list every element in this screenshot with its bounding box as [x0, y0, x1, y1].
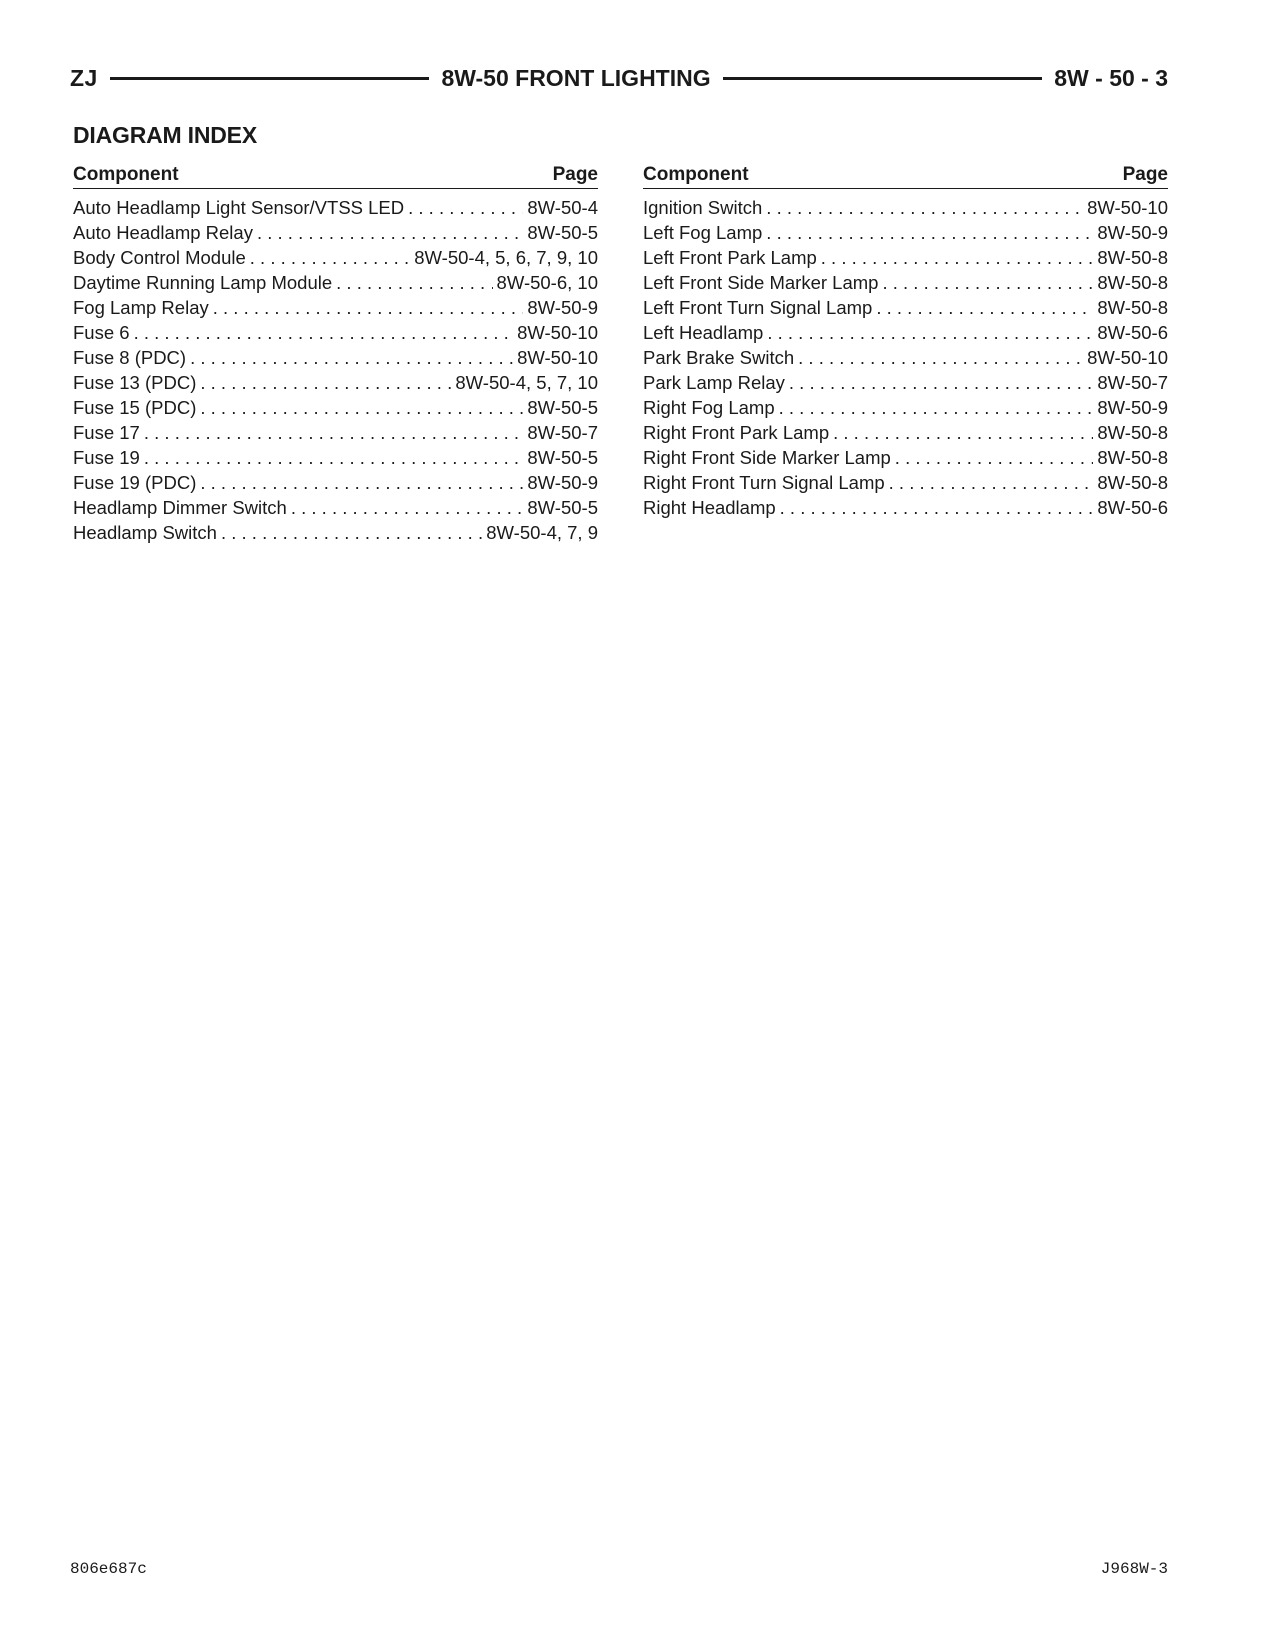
dot-leader [767, 322, 1093, 344]
section-title: DIAGRAM INDEX [73, 122, 257, 148]
dot-leader [833, 422, 1093, 444]
component-name: Fuse 6 [73, 322, 130, 343]
page-reference: 8W-50-4, 7, 9 [486, 522, 598, 543]
index-entry [73, 372, 598, 397]
dot-leader [250, 247, 410, 269]
index-entry [73, 247, 598, 272]
component-name: Left Front Side Marker Lamp [643, 272, 879, 293]
header-rule-right [723, 77, 1043, 80]
component-name: Left Front Park Lamp [643, 247, 817, 268]
index-entry [73, 522, 598, 547]
page-reference: 8W-50-9 [1097, 222, 1168, 243]
component-name: Body Control Module [73, 247, 246, 268]
page-reference: 8W-50-8 [1097, 422, 1168, 443]
index-entry [643, 397, 1168, 422]
component-name: Headlamp Switch [73, 522, 217, 543]
page-reference: 8W-50-5 [527, 397, 598, 418]
component-header: Component [643, 164, 749, 185]
component-name: Right Fog Lamp [643, 397, 775, 418]
page-reference: 8W-50-10 [1087, 347, 1168, 368]
page-reference: 8W-50-4 [527, 197, 598, 218]
index-entry [643, 272, 1168, 297]
footer-code: 806e687c [70, 1560, 147, 1578]
dot-leader [200, 472, 523, 494]
component-name: Fog Lamp Relay [73, 297, 209, 318]
index-entry [73, 447, 598, 472]
dot-leader [257, 222, 523, 244]
index-column-right [643, 160, 1168, 522]
page-reference: 8W-50-10 [517, 322, 598, 343]
index-entry [73, 272, 598, 297]
dot-leader [789, 372, 1093, 394]
page-reference: 8W-50-4, 5, 6, 7, 9, 10 [414, 247, 598, 268]
component-name: Left Headlamp [643, 322, 764, 343]
component-name: Park Lamp Relay [643, 372, 785, 393]
dot-leader [895, 447, 1094, 469]
header-rule-left [110, 77, 430, 80]
dot-leader [882, 272, 1093, 294]
index-entry [73, 197, 598, 222]
component-name: Headlamp Dimmer Switch [73, 497, 287, 518]
page-reference: 8W-50-6, 10 [496, 272, 598, 293]
header-model: ZJ [70, 64, 98, 91]
component-name: Auto Headlamp Relay [73, 222, 253, 243]
page-reference: 8W-50-9 [527, 472, 598, 493]
column-header [643, 160, 1168, 189]
component-name: Fuse 15 (PDC) [73, 397, 197, 418]
page-reference: 8W-50-8 [1097, 272, 1168, 293]
component-name: Fuse 19 [73, 447, 140, 468]
index-entry [643, 472, 1168, 497]
page-reference: 8W-50-8 [1097, 247, 1168, 268]
page-reference: 8W-50-7 [527, 422, 598, 443]
page-header-label: Page [1122, 164, 1168, 185]
component-name: Fuse 13 (PDC) [73, 372, 197, 393]
index-entry [643, 322, 1168, 347]
page-reference: 8W-50-5 [527, 497, 598, 518]
component-name: Left Front Turn Signal Lamp [643, 297, 873, 318]
dot-leader [221, 522, 482, 544]
index-entry [643, 422, 1168, 447]
index-list-left [73, 197, 598, 547]
index-entry [643, 197, 1168, 222]
page-reference: 8W-50-8 [1097, 472, 1168, 493]
header-section-title: 8W-50 FRONT LIGHTING [441, 64, 711, 91]
component-name: Auto Headlamp Light Sensor/VTSS LED [73, 197, 405, 218]
index-entry [73, 497, 598, 522]
dot-leader [779, 397, 1094, 419]
component-name: Ignition Switch [643, 197, 763, 218]
dot-leader [766, 197, 1083, 219]
dot-leader [408, 197, 523, 219]
component-name: Right Front Side Marker Lamp [643, 447, 891, 468]
index-entry [643, 247, 1168, 272]
dot-leader [336, 272, 492, 294]
component-name: Park Brake Switch [643, 347, 795, 368]
page-reference: 8W-50-8 [1097, 297, 1168, 318]
page-reference: 8W-50-10 [517, 347, 598, 368]
index-entry [73, 222, 598, 247]
dot-leader [889, 472, 1094, 494]
page-reference: 8W-50-4, 5, 7, 10 [455, 372, 598, 393]
index-entry [643, 372, 1168, 397]
dot-leader [766, 222, 1093, 244]
page-reference: 8W-50-5 [527, 222, 598, 243]
dot-leader [213, 297, 524, 319]
index-entry [643, 497, 1168, 522]
component-name: Daytime Running Lamp Module [73, 272, 333, 293]
page-reference: 8W-50-10 [1087, 197, 1168, 218]
dot-leader [821, 247, 1094, 269]
index-entry [73, 322, 598, 347]
column-header [73, 160, 598, 189]
index-entry [643, 447, 1168, 472]
page-reference: 8W-50-6 [1097, 497, 1168, 518]
index-entry [73, 422, 598, 447]
page-reference: 8W-50-5 [527, 447, 598, 468]
component-name: Right Front Turn Signal Lamp [643, 472, 885, 493]
component-name: Fuse 8 (PDC) [73, 347, 187, 368]
component-header: Component [73, 164, 179, 185]
dot-leader [190, 347, 513, 369]
page-reference: 8W-50-9 [527, 297, 598, 318]
page-reference: 8W-50-9 [1097, 397, 1168, 418]
dot-leader [200, 372, 451, 394]
index-entry [643, 222, 1168, 247]
component-name: Fuse 19 (PDC) [73, 472, 197, 493]
index-list-right [643, 197, 1168, 522]
dot-leader [200, 397, 523, 419]
component-name: Fuse 17 [73, 422, 140, 443]
component-name: Left Fog Lamp [643, 222, 763, 243]
header-page-number: 8W - 50 - 3 [1054, 64, 1169, 91]
page-reference: 8W-50-8 [1097, 447, 1168, 468]
component-name: Right Front Park Lamp [643, 422, 830, 443]
footer-ref: J968W-3 [1100, 1560, 1168, 1578]
index-entry [73, 297, 598, 322]
page-reference: 8W-50-6 [1097, 322, 1168, 343]
index-entry [643, 347, 1168, 372]
index-entry [73, 347, 598, 372]
index-entry [73, 472, 598, 497]
index-entry [73, 397, 598, 422]
dot-leader [876, 297, 1093, 319]
index-entry [643, 297, 1168, 322]
page-header-label: Page [552, 164, 598, 185]
dot-leader [134, 322, 514, 344]
index-column-left [73, 160, 598, 547]
dot-leader [144, 422, 524, 444]
dot-leader [780, 497, 1094, 519]
component-name: Right Headlamp [643, 497, 776, 518]
dot-leader [291, 497, 524, 519]
page-header [70, 62, 1168, 94]
page-reference: 8W-50-7 [1097, 372, 1168, 393]
dot-leader [798, 347, 1083, 369]
dot-leader [144, 447, 524, 469]
